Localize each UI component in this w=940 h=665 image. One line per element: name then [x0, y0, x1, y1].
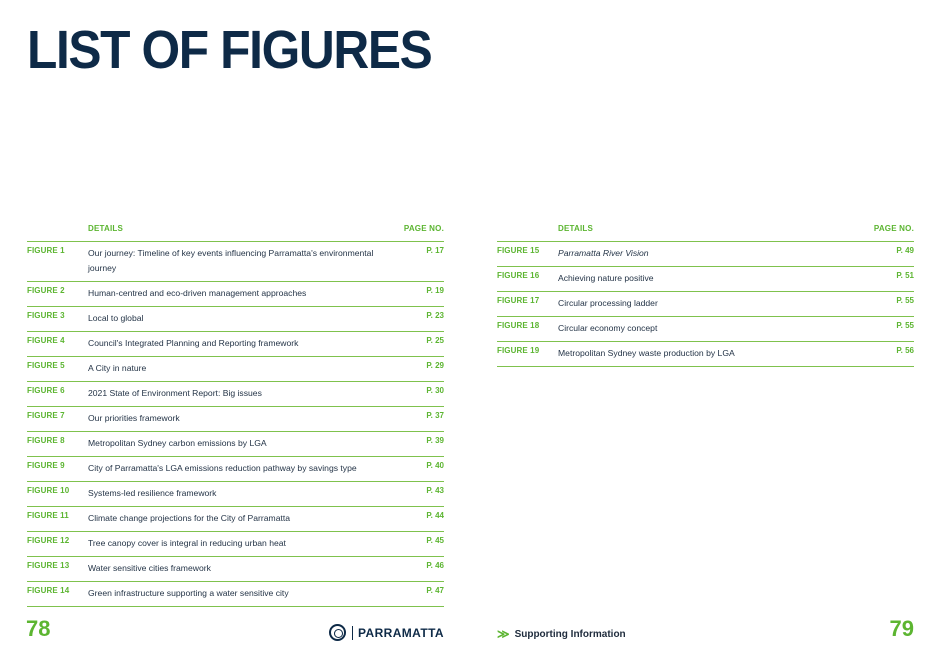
figure-number: FIGURE 4: [27, 336, 65, 345]
figure-number: FIGURE 5: [27, 361, 65, 370]
page-column-header: PAGE NO.: [403, 224, 444, 233]
table-row: [27, 332, 444, 357]
table-row: [27, 532, 444, 557]
figure-details: Achieving nature positive: [558, 273, 654, 283]
page-column-header: PAGE NO.: [873, 224, 914, 233]
figure-page: P. 37: [426, 411, 444, 420]
figure-details: 2021 State of Environment Report: Big issues: [88, 388, 262, 398]
figure-page: P. 47: [426, 586, 444, 595]
figure-number: FIGURE 16: [497, 271, 540, 280]
figure-page: P. 19: [426, 286, 444, 295]
figure-number: FIGURE 15: [497, 246, 540, 255]
figure-details: Green infrastructure supporting a water sensitive city: [88, 588, 289, 598]
table-row: [497, 292, 914, 317]
table-body: [27, 242, 444, 607]
figure-details: Circular economy concept: [558, 323, 658, 333]
table-row: [27, 242, 444, 282]
table-header: [27, 220, 444, 242]
figure-page: P. 25: [426, 336, 444, 345]
figure-number: FIGURE 11: [27, 511, 69, 520]
figure-page: P. 49: [896, 246, 914, 255]
figure-page: P. 43: [426, 486, 444, 495]
table-row: [497, 342, 914, 367]
table-row: [27, 382, 444, 407]
figure-details: Local to global: [88, 313, 144, 323]
section-label: [497, 628, 626, 640]
figure-page: P. 51: [896, 271, 914, 280]
table-header: [497, 220, 914, 242]
figure-details: Metropolitan Sydney waste production by LGA: [558, 348, 735, 358]
figure-details: Parramatta River Vision: [558, 248, 649, 258]
details-column-header: DETAILS: [88, 224, 124, 233]
left-page-number: 78: [26, 616, 51, 641]
page-title: LIST OF FIGURES: [27, 20, 432, 80]
figure-number: FIGURE 14: [27, 586, 70, 595]
figure-details: Systems-led resilience framework: [88, 488, 217, 498]
table-row: [27, 582, 444, 607]
figure-number: FIGURE 2: [27, 286, 65, 295]
figure-details: Metropolitan Sydney carbon emissions by LGA: [88, 438, 267, 448]
table-row: [27, 457, 444, 482]
figure-number: FIGURE 18: [497, 321, 540, 330]
figure-page: P. 44: [426, 511, 444, 520]
figure-number: FIGURE 8: [27, 436, 65, 445]
table-row: [497, 267, 914, 292]
figure-number: FIGURE 12: [27, 536, 70, 545]
figure-details: Climate change projections for the City of Parramatta: [88, 513, 291, 523]
table-row: [27, 507, 444, 532]
figure-number: FIGURE 19: [497, 346, 540, 355]
figure-details: A City in nature: [88, 363, 147, 373]
figure-number: FIGURE 10: [27, 486, 70, 495]
figure-details: Circular processing ladder: [558, 298, 658, 308]
figure-page: P. 23: [426, 311, 444, 320]
figure-page: P. 29: [426, 361, 444, 370]
figure-number: FIGURE 17: [497, 296, 540, 305]
figure-page: P. 55: [896, 321, 914, 330]
figure-page: P. 17: [426, 246, 444, 255]
figure-page: P. 39: [426, 436, 444, 445]
figure-details: Our journey: Timeline of key events influencing Parramatta's environmental journey: [88, 248, 374, 273]
figure-page: P. 40: [426, 461, 444, 470]
figure-details: Our priorities framework: [88, 413, 180, 423]
figure-number: FIGURE 9: [27, 461, 65, 470]
figure-details: Water sensitive cities framework: [88, 563, 211, 573]
table-body: [497, 242, 914, 367]
figure-page: P. 45: [426, 536, 444, 545]
figure-page: P. 30: [426, 386, 444, 395]
figures-table-right: [497, 220, 914, 367]
figure-details: Council's Integrated Planning and Reporting framework: [88, 338, 299, 348]
table-row: [27, 282, 444, 307]
figure-number: FIGURE 7: [27, 411, 65, 420]
parramatta-emblem-icon: [329, 624, 346, 641]
figure-page: P. 46: [426, 561, 444, 570]
figure-page: P. 56: [896, 346, 914, 355]
table-row: [497, 242, 914, 267]
section-label-text: Supporting Information: [514, 628, 626, 640]
details-column-header: DETAILS: [558, 224, 594, 233]
table-row: [27, 307, 444, 332]
parramatta-logo: [329, 624, 444, 641]
table-row: [27, 407, 444, 432]
right-page-number: 79: [889, 616, 914, 641]
figure-details: Human-centred and eco-driven management approaches: [88, 288, 307, 298]
figure-number: FIGURE 3: [27, 311, 65, 320]
figures-table-left: [27, 220, 444, 607]
figure-details: Tree canopy cover is integral in reducing urban heat: [88, 538, 286, 548]
logo-divider: [352, 626, 353, 640]
chevron-right-icon: ≫: [497, 627, 510, 641]
table-row: [27, 432, 444, 457]
table-row: [27, 557, 444, 582]
figure-page: P. 55: [896, 296, 914, 305]
figure-number: FIGURE 6: [27, 386, 65, 395]
logo-wordmark: PARRAMATTA: [358, 625, 444, 640]
figure-number: FIGURE 13: [27, 561, 70, 570]
table-row: [497, 317, 914, 342]
table-row: [27, 482, 444, 507]
figure-details: City of Parramatta's LGA emissions reduction pathway by savings type: [88, 463, 357, 473]
table-row: [27, 357, 444, 382]
figure-number: FIGURE 1: [27, 246, 65, 255]
